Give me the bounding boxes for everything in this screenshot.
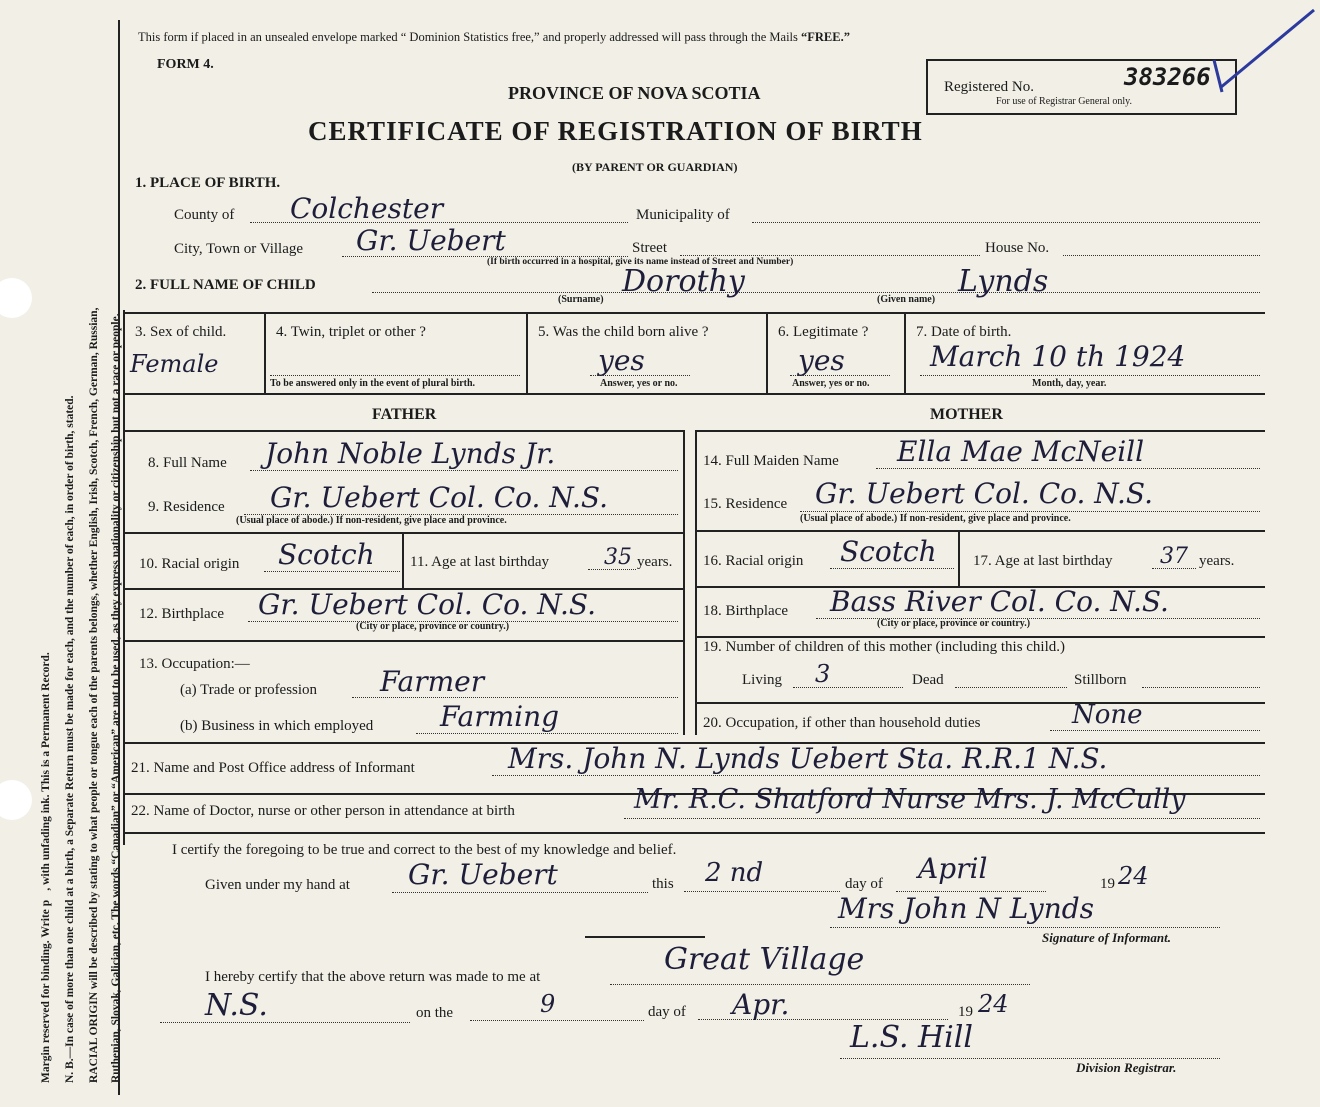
row3-divider-1 <box>264 312 266 393</box>
surname-caption: (Surname) <box>558 294 604 305</box>
father-birthplace-value: Gr. Uebert Col. Co. N.S. <box>258 588 596 621</box>
rule-doctor-bottom <box>123 832 1265 834</box>
mother-residence-label: 15. Residence <box>703 496 788 512</box>
county-value: Colchester <box>290 192 444 225</box>
registrar-year-prefix: 19 <box>958 1004 973 1020</box>
cert-day-line <box>684 891 840 892</box>
born-alive-line <box>590 375 690 376</box>
registrar-signature-line <box>840 1058 1220 1059</box>
mother-heading-rule <box>695 430 1265 432</box>
father-racial-value: Scotch <box>278 538 375 571</box>
sidebar-line-1: Margin reserved for binding. Write p , with unfading ink. This is a Permanent Record. <box>40 652 52 1083</box>
father-business-line <box>416 733 678 734</box>
dob-line <box>920 375 1260 376</box>
doctor-line <box>624 818 1260 819</box>
mail-notice-free: “FREE.” <box>801 30 850 44</box>
sidebar-line-4: Ruthenian, Slovak, Galician, etc. The words “Canadian” or “American” are not to be used, as they express nationality or citizenship but not a race or people. <box>110 313 122 1083</box>
registered-box <box>926 59 1237 115</box>
legitimate-label: 6. Legitimate ? <box>778 324 869 340</box>
registrar-caption: Division Registrar. <box>1076 1060 1177 1075</box>
rule-row3-bottom <box>123 393 1265 395</box>
mother-left-border <box>695 430 697 735</box>
given-under-label: Given under my hand at <box>205 877 350 893</box>
father-business-value: Farming <box>440 700 560 733</box>
city-value: Gr. Uebert <box>356 224 506 257</box>
registrar-dayof-label: day of <box>648 1004 686 1020</box>
registrar-place-line <box>610 984 1030 985</box>
municipality-line <box>752 222 1260 223</box>
mother-residence-note: (Usual place of abode.) If non-resident, give place and province. <box>800 513 1071 524</box>
form-left-border <box>123 310 125 845</box>
sidebar-line-3: RACIAL ORIGIN will be described by stating to what people or tongue each of the parents belongs, whether English, Irish, Scotch, French, German, Russian, <box>88 307 100 1083</box>
registrar-text: I hereby certify that the above return was made to me at <box>205 969 541 985</box>
father-business-label: (b) Business in which employed <box>180 718 374 734</box>
child-name-label: 2. FULL NAME OF CHILD <box>135 277 316 293</box>
father-name-value: John Noble Lynds Jr. <box>265 437 556 470</box>
registrar-day-value: 9 <box>540 990 556 1018</box>
father-birthplace-note: (City or place, province or country.) <box>356 621 510 632</box>
father-racial-label: 10. Racial origin <box>139 556 240 572</box>
mother-age-label: 17. Age at last birthday <box>973 553 1113 569</box>
informant-signature-caption: Signature of Informant. <box>1042 930 1171 945</box>
mother-children-label: 19. Number of children of this mother (including this child.) <box>703 639 1066 655</box>
row3-divider-3 <box>766 312 768 393</box>
separator-rule <box>585 936 705 938</box>
living-line <box>793 687 903 688</box>
mail-notice <box>138 30 850 45</box>
certify-text: I certify the foregoing to be true and correct to the best of my knowledge and belief. <box>172 842 677 858</box>
mother-residence-line <box>800 511 1260 512</box>
mother-occupation-label: 20. Occupation, if other than household duties <box>703 715 981 731</box>
born-alive-value: yes <box>598 344 645 377</box>
mother-rule-1 <box>695 530 1265 532</box>
mother-age-value: 37 <box>1160 544 1188 569</box>
registrar-place-line2: N.S. <box>205 988 268 1023</box>
dob-value: March 10 th 1924 <box>930 340 1186 373</box>
rule-row3-top <box>123 312 1265 314</box>
father-age-value: 35 <box>604 545 632 570</box>
father-residence-value: Gr. Uebert Col. Co. N.S. <box>270 481 608 514</box>
doctor-value: Mr. R.C. Shatford Nurse Mrs. J. McCully <box>634 784 1186 815</box>
margin-rule <box>118 20 120 1095</box>
registrar-place-value: Great Village <box>664 942 865 977</box>
father-occupation-label: 13. Occupation:— <box>139 656 250 672</box>
doctor-label: 22. Name of Doctor, nurse or other person in attendance at birth <box>131 803 515 819</box>
mother-name-line <box>876 468 1260 469</box>
living-label: Living <box>742 672 782 688</box>
father-residence-label: 9. Residence <box>148 499 225 515</box>
row3-divider-2 <box>526 312 528 393</box>
form-number: FORM 4. <box>157 57 214 72</box>
father-heading-rule <box>123 430 685 432</box>
registrar-month-value: Apr. <box>732 988 790 1021</box>
father-trade-label: (a) Trade or profession <box>180 682 318 698</box>
father-rule-1 <box>123 532 685 534</box>
mother-occupation-value: None <box>1072 700 1143 730</box>
given-place-line <box>392 892 648 893</box>
father-name-label: 8. Full Name <box>148 455 227 471</box>
informant-value: Mrs. John N. Lynds Uebert Sta. R.R.1 N.S. <box>508 742 1108 775</box>
informant-signature-line <box>830 927 1220 928</box>
child-given-name-value: Lynds <box>958 264 1049 299</box>
cert-year-value: 24 <box>1118 862 1149 890</box>
dead-line <box>955 687 1067 688</box>
father-name-line <box>250 470 678 471</box>
dead-label: Dead <box>912 672 944 688</box>
municipality-label: Municipality of <box>636 207 730 223</box>
registrar-onthe-label: on the <box>416 1005 454 1021</box>
informant-label: 21. Name and Post Office address of Informant <box>131 760 415 776</box>
father-heading: FATHER <box>372 406 437 423</box>
page-subtitle: (BY PARENT OR GUARDIAN) <box>572 160 738 174</box>
mother-race-age-divider <box>958 530 960 586</box>
cert-day-value: 2 nd <box>705 858 764 888</box>
mother-birthplace-label: 18. Birthplace <box>703 603 788 619</box>
mother-age-unit: years. <box>1199 553 1235 569</box>
city-label: City, Town or Village <box>174 241 304 257</box>
registrar-signature: L.S. Hill <box>850 1020 973 1055</box>
county-label: County of <box>174 207 235 223</box>
given-place-value: Gr. Uebert <box>408 858 558 891</box>
mother-name-label: 14. Full Maiden Name <box>703 453 839 469</box>
father-trade-value: Farmer <box>380 665 485 698</box>
father-right-border <box>683 430 685 735</box>
cert-dayof-label: day of <box>845 876 883 892</box>
legitimate-value: yes <box>798 344 845 377</box>
mother-rule-4 <box>695 702 1265 704</box>
mother-racial-label: 16. Racial origin <box>703 553 804 569</box>
check-mark-icon <box>1212 0 1320 100</box>
registrar-year-value: 24 <box>978 990 1009 1018</box>
cert-year-prefix: 19 <box>1100 876 1115 892</box>
street-label: Street <box>632 240 667 256</box>
born-alive-label: 5. Was the child born alive ? <box>538 324 709 340</box>
sex-label: 3. Sex of child. <box>135 324 227 340</box>
father-residence-note: (Usual place of abode.) If non-resident, give place and province. <box>236 515 507 526</box>
province-heading: PROVINCE OF NOVA SCOTIA <box>508 83 761 103</box>
given-name-caption: (Given name) <box>877 294 936 305</box>
dob-note: Month, day, year. <box>1032 378 1107 389</box>
sidebar-line-2: N. B.—In case of more than one child at a birth, a Separate Return must be made for each, and the number of each, in order of birth, stated. <box>64 395 76 1083</box>
father-racial-line <box>264 571 400 572</box>
mother-racial-value: Scotch <box>840 535 937 568</box>
page-title: CERTIFICATE OF REGISTRATION OF BIRTH <box>308 116 923 146</box>
stillborn-line <box>1142 687 1260 688</box>
house-number-line <box>1063 255 1260 256</box>
mother-name-value: Ella Mae McNeill <box>897 435 1145 468</box>
father-age-unit: years. <box>637 554 673 570</box>
registrar-use-note: For use of Registrar General only. <box>996 96 1132 107</box>
house-number-label: House No. <box>985 240 1050 256</box>
dob-label: 7. Date of birth. <box>916 324 1012 340</box>
father-race-age-divider <box>402 532 404 588</box>
registered-number: 383266 <box>1124 63 1211 91</box>
child-surname-value: Dorothy <box>622 264 745 299</box>
father-age-label: 11. Age at last birthday <box>410 554 549 570</box>
born-alive-note: Answer, yes or no. <box>600 378 678 389</box>
sex-value: Female <box>130 350 219 378</box>
cert-month-value: April <box>918 852 988 885</box>
mother-heading: MOTHER <box>930 406 1003 423</box>
twin-line <box>270 375 520 376</box>
mother-birthplace-note: (City or place, province or country.) <box>877 618 1031 629</box>
registrar-place-line2-rule <box>160 1022 410 1023</box>
mother-racial-line <box>830 568 954 569</box>
mail-notice-text: This form if placed in an unsealed envelope marked “ Dominion Statistics free,” and properly addressed will pass through the Mails <box>138 30 798 44</box>
informant-signature: Mrs John N Lynds <box>838 892 1095 925</box>
row3-divider-4 <box>904 312 906 393</box>
registered-label: Registered No. <box>944 79 1034 95</box>
legitimate-line <box>790 375 890 376</box>
stillborn-label: Stillborn <box>1074 672 1127 688</box>
registrar-day-line <box>470 1020 644 1021</box>
twin-note: To be answered only in the event of plural birth. <box>270 378 476 389</box>
twin-label: 4. Twin, triplet or other ? <box>276 324 426 340</box>
father-birthplace-label: 12. Birthplace <box>139 606 224 622</box>
mother-birthplace-value: Bass River Col. Co. N.S. <box>830 585 1169 618</box>
informant-line <box>492 775 1260 776</box>
this-label: this <box>652 876 674 892</box>
street-line <box>680 255 980 256</box>
child-name-line <box>372 292 1260 293</box>
mother-residence-value: Gr. Uebert Col. Co. N.S. <box>815 477 1153 510</box>
sidebar-instructions <box>8 10 122 1095</box>
father-rule-3 <box>123 640 685 642</box>
living-value: 3 <box>815 660 831 688</box>
mother-rule-3 <box>695 636 1265 638</box>
place-of-birth-label: 1. PLACE OF BIRTH. <box>135 175 281 191</box>
legitimate-note: Answer, yes or no. <box>792 378 870 389</box>
mother-occupation-line <box>1050 730 1260 731</box>
street-note: (If birth occurred in a hospital, give its name instead of Street and Number) <box>487 257 794 267</box>
